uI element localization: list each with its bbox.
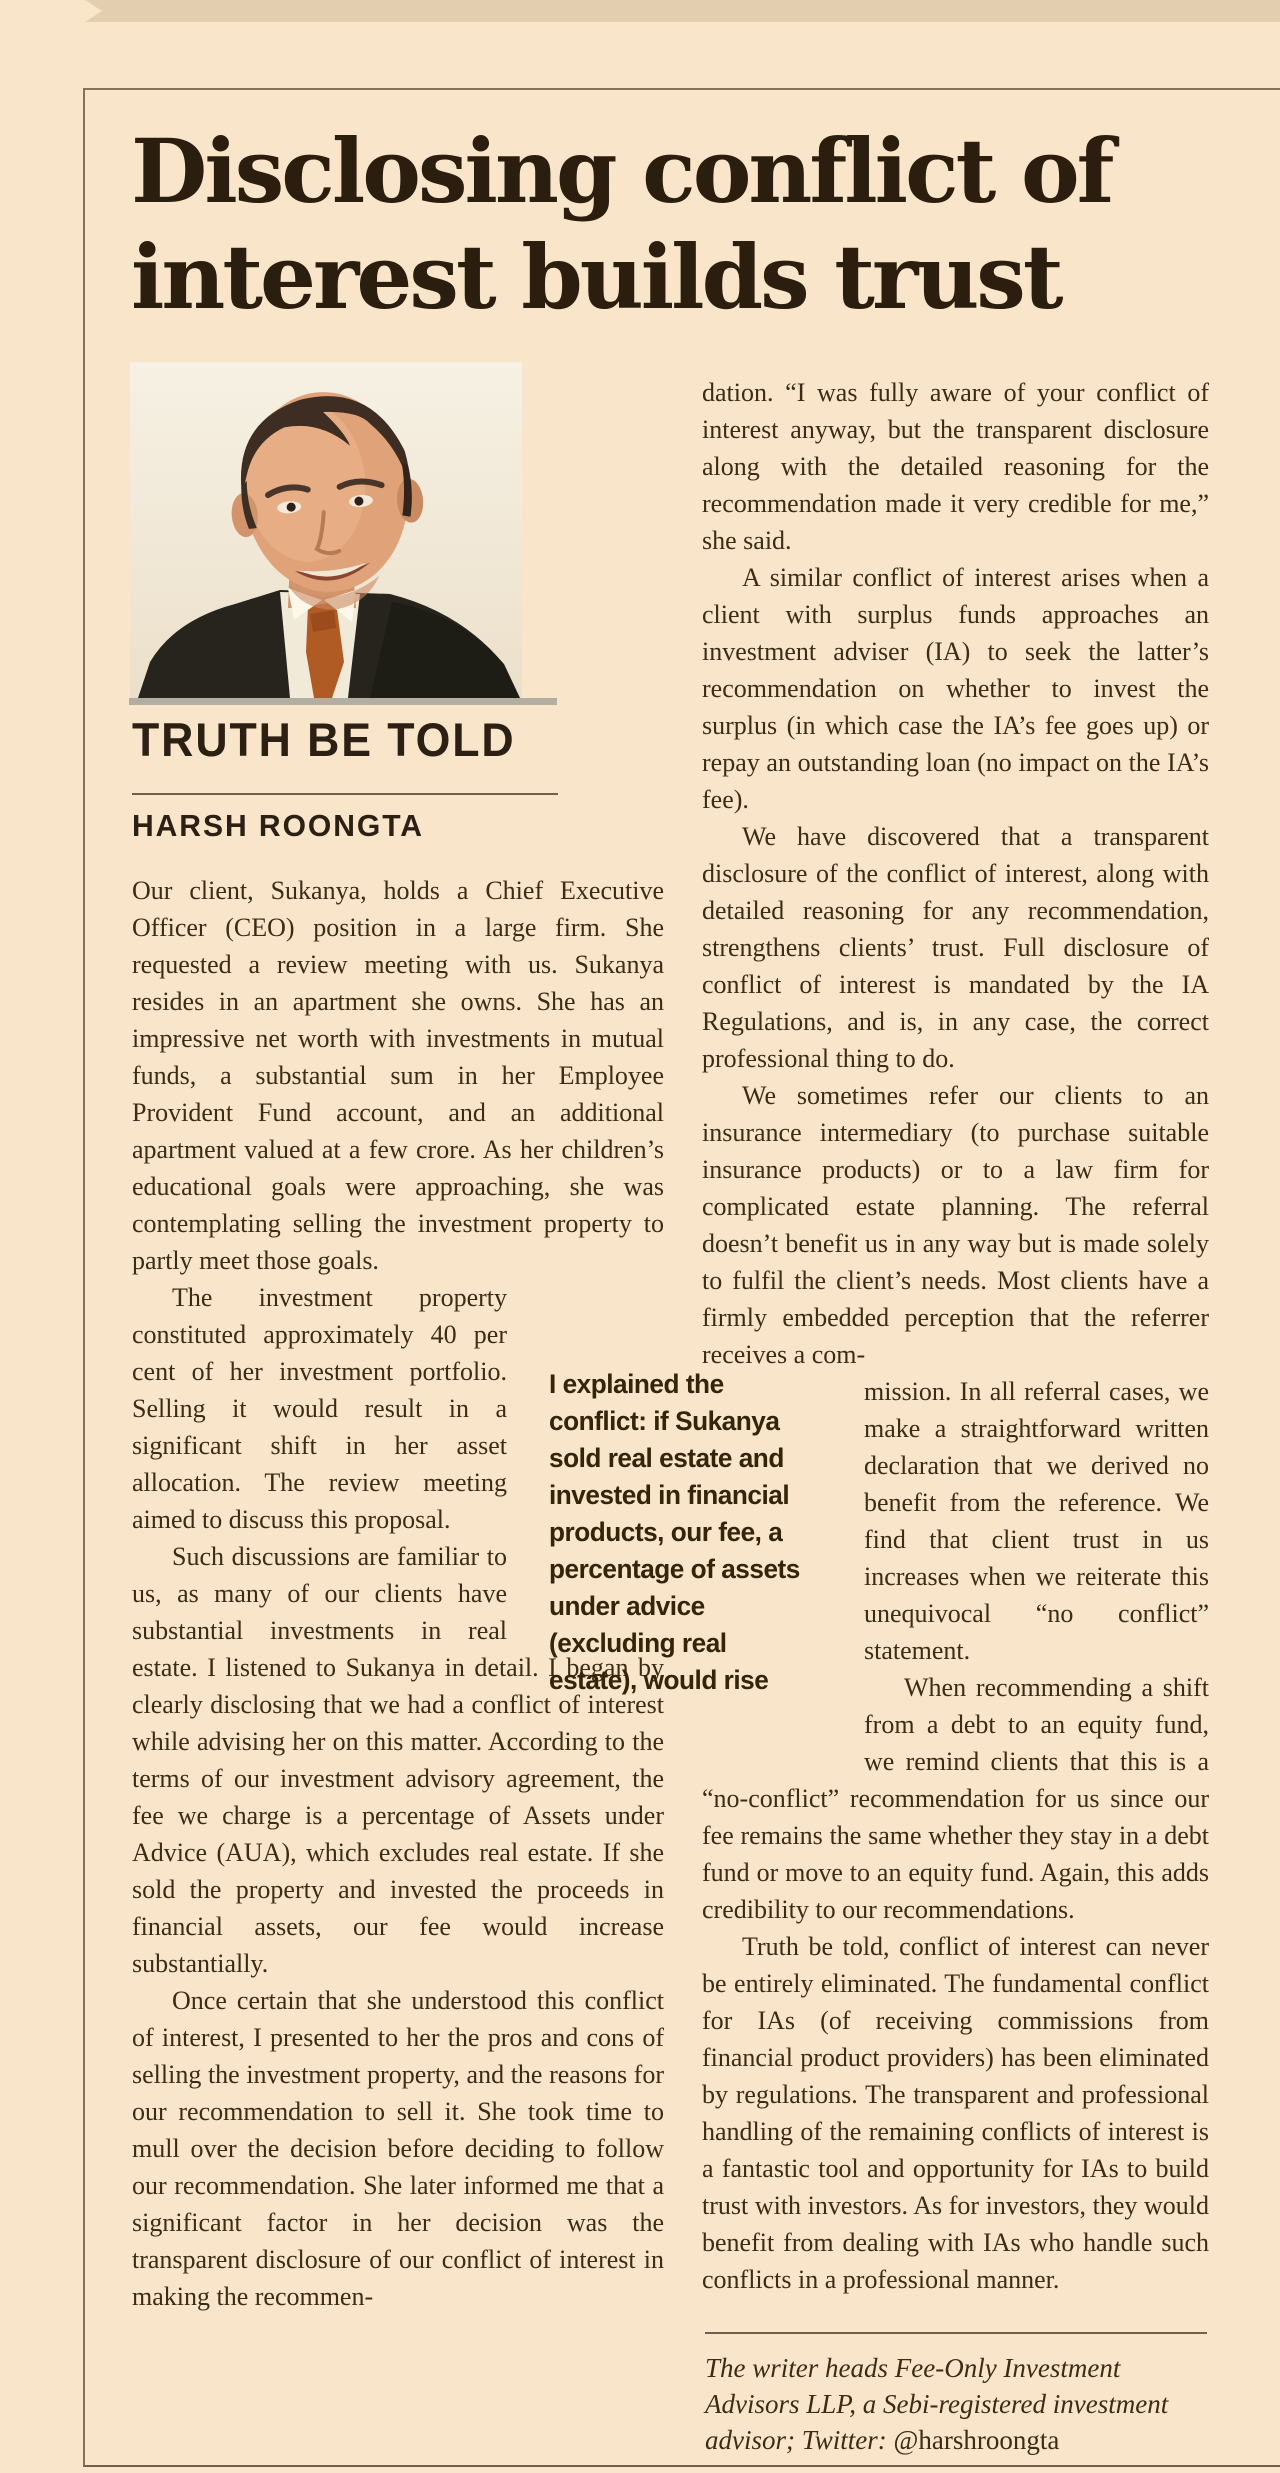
pull-quote: I explained the conflict: if Sukanya sold real estate and invested in financial products, our fee, a percentage of assets under advice (excluding real estate), would rise [549, 1369, 800, 1695]
paragraph: Once certain that she understood this conflict of interest, I presented to her the pros and cons of selling the investment property, and the reasons for our recommendation to sell it. She took time to mull over the decision before deciding to follow our recommendation. She later informed me that a significant factor in her decision was the transparent disclosure of our conflict of interest in making the recommen- [132, 1986, 664, 2311]
photo-underline-bar [129, 698, 557, 705]
article-container [83, 88, 1280, 2467]
author-photo-illustration [130, 362, 522, 698]
paragraph: We sometimes refer our clients to an insurance intermediary (to purchase suitable insurance products) or to a law firm for complicated estate planning. The referral doesn’t benefit us in any way but is made solely to fulfil the client’s needs. Most clients have a firmly embedded perception that the referrer receives a com- [702, 1081, 1209, 1369]
paragraph: We have discovered that a transparent disclosure of the conflict of interest, along with detailed reasoning for any recommendation, strengthens clients’ trust. Full disclosure of conflict of interest is mandated by the IA Regulations, and is, in any case, the correct professional thing to do. [702, 822, 1209, 1073]
paragraph: When recommending a shift from a debt to an equity fund, we remind clients that this is a “no-conflict” recommendation for us since our fee remains the same whether they stay in a debt fund or move to an equity fund. Again, this adds credibility to our recommendations. [702, 1673, 1209, 1924]
twitter-handle: @harshroongta [893, 2425, 1060, 2455]
paragraph: A similar conflict of interest arises when a client with surplus funds approaches an investment adviser (IA) to seek the latter’s recommendation on whether to invest the surplus (in which case the IA’s fee goes up) or repay an outstanding loan (no impact on the IA’s fee). [702, 563, 1209, 814]
article-headline [131, 118, 1251, 330]
headline-line-2: interest builds trust [131, 225, 1061, 329]
pull-quote-wrap-spacer-right-col [702, 1373, 864, 1749]
paragraph: mission. In all referral cases, we make a straightforward written declaration that we derived no benefit from the reference. We find that client trust in us increases when we reiterate this unequivocal “no conflict” statement. [864, 1377, 1209, 1665]
column-title-rule [132, 793, 558, 795]
column-title: TRUTH BE TOLD [132, 713, 516, 766]
top-ribbon-banner [85, 0, 1280, 22]
paragraph: Truth be told, conflict of interest can never be entirely eliminated. The fundamental conflict for IAs (of receiving commissions from financial product providers) has been eliminated by regulations. The transparent and professional handling of the remaining conflicts of interest is a fantastic tool and opportunity for IAs to build trust with investors. As for investors, they would benefit from dealing with IAs who handle such conflicts in a professional manner. [702, 1932, 1209, 2294]
paragraph: The investment property constituted approximately 40 per cent of her investment portfolio. Selling it would result in a significant shift in her asset allocation. The review meeting aimed to discuss this proposal. [132, 1283, 507, 1534]
author-photo [130, 362, 522, 698]
paragraph: dation. “I was fully aware of your conflict of interest anyway, but the transparent disclosure along with the detailed reasoning for the recommendation made it very credible for me,” she said. [702, 378, 1209, 555]
right-text-column [702, 374, 1209, 2320]
paragraph: Such discussions are familiar to us, as many of our clients have substantial investments in real estate. I listened to Sukanya in detail. I began by clearly disclosing that we had a conflict of interest while advising her on this matter. According to the terms of our investment advisory agreement, the fee we charge is a percentage of Assets under Advice (AUA), which excludes real estate. If she sold the property and invested the proceeds in financial assets, our fee would increase substantially. [132, 1542, 664, 1978]
writer-credit [705, 2350, 1207, 2458]
paragraph: Our client, Sukanya, holds a Chief Executive Officer (CEO) position in a large firm. She requested a review meeting with us. Sukanya resides in an apartment she owns. She has an impressive net worth with investments in mutual funds, a substantial sum in her Employee Provident Fund account, and an additional apartment valued at a few crore. As her children’s educational goals were approaching, she was contemplating selling the investment property to partly meet those goals. [132, 876, 664, 1275]
footer-rule [705, 2332, 1207, 2334]
writer-credit-text: The writer heads Fee-Only Investment Advisors LLP, a Sebi-registered investment advisor; Twitter: [705, 2353, 1169, 2455]
author-byline: HARSH ROONGTA [132, 808, 424, 843]
headline-line-1: Disclosing conflict of [131, 119, 1112, 223]
